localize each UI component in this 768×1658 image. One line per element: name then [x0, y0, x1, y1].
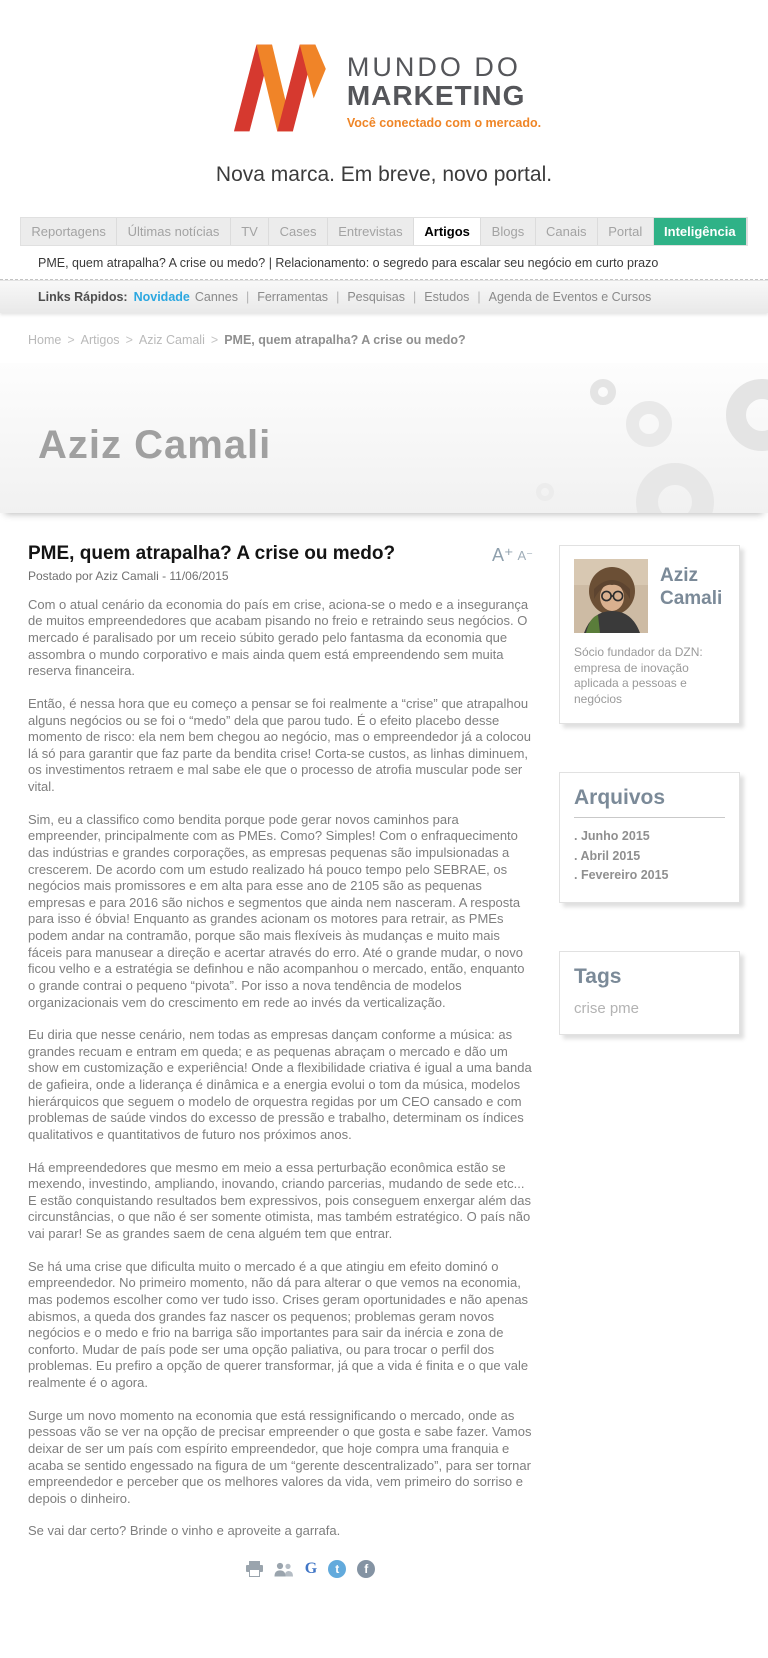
- breadcrumb-link[interactable]: Aziz Camali: [138, 333, 205, 347]
- decor-ring-icon: [590, 379, 616, 405]
- logo-mark-icon: [227, 42, 331, 134]
- breadcrumb-list: [28, 333, 224, 347]
- decor-ring-icon: [536, 483, 554, 501]
- page-bottom-spacer: [0, 1578, 768, 1658]
- nav-item[interactable]: Inteligência: [654, 218, 747, 245]
- article-title: PME, quem atrapalha? A crise ou medo?: [28, 543, 396, 564]
- nav-item[interactable]: Cases: [269, 218, 328, 245]
- print-icon[interactable]: [246, 1561, 263, 1577]
- announcement-text: Nova marca. Em breve, novo portal.: [215, 163, 553, 186]
- archive-link[interactable]: . Junho 2015: [574, 827, 725, 846]
- nav-item[interactable]: Reportagens: [21, 218, 117, 245]
- article-paragraph: Surge um novo momento na economia que está ressignificando o mercado, onde as pessoas vão se ver na opção de precisar empreender o que gosta e sabe fazer. Vamos deixar de ser um país com espírito empreendedor, que hoje compra uma franquia e acaba se sentido engessado na figura de um “gerente descentralizado”, para ser tornar empreendedor e perceber que os melhores valores da vida, vem primeiro do sorriso e depois o dinheiro.: [28, 1407, 532, 1506]
- facebook-icon[interactable]: f: [357, 1560, 375, 1578]
- author-bio: Sócio fundador da DZN: empresa de inovação aplicada a pessoas e negócios: [574, 645, 703, 706]
- nav-item[interactable]: Portal: [598, 218, 654, 245]
- article: [28, 543, 533, 1578]
- article-paragraph: Eu diria que nesse cenário, nem todas as empresas dançam conforme a música: as grandes recuam e entram em queda; e as pequenas abraçam o mercado e dão um show em customização e experiência! Onde a flexibilidade criativa é igual a uma banda de gafieira, onde a liderança é dinâmica e a energia evolui o tom da música, modelos hierárquicos que seguem o modelo de orquestra regidas por um CEO cansado e com problemas de saúde vindos do excesso de pressão e trabalho, determinam os índices qualitativos e quantitativos de futuro nos próximos anos.: [28, 1027, 532, 1142]
- nav-item[interactable]: Blogs: [481, 218, 535, 245]
- main-nav: [20, 217, 748, 246]
- banner-title: Aziz Camali: [38, 423, 272, 467]
- nav-item[interactable]: TV: [231, 218, 269, 245]
- ticker-text: PME, quem atrapalha? A crise ou medo? | Relacionamento: o segredo para escalar seu negócio em curto prazo: [38, 256, 659, 270]
- twitter-icon[interactable]: t: [328, 1560, 346, 1578]
- archives-title: Arquivos: [574, 786, 725, 818]
- article-body: [28, 597, 533, 1540]
- tag-link[interactable]: crise pme: [574, 999, 640, 1017]
- author-card: [559, 545, 740, 724]
- font-decrease-button[interactable]: A⁻: [517, 548, 533, 563]
- breadcrumb-link[interactable]: Artigos: [80, 333, 120, 347]
- breadcrumb: [28, 333, 768, 347]
- nav-item[interactable]: Últimas notícias: [117, 218, 231, 245]
- breadcrumb-current: PME, quem atrapalha? A crise ou medo?: [224, 333, 466, 347]
- nav-item[interactable]: Canais: [536, 218, 598, 245]
- tags-list: [574, 1000, 725, 1018]
- logo-line2: MARKETING: [346, 80, 526, 111]
- author-banner: [0, 363, 768, 513]
- quick-link[interactable]: Agenda de Eventos e Cursos: [488, 290, 652, 304]
- quick-link[interactable]: Cannes: [194, 290, 238, 304]
- article-paragraph: Sim, eu a classifico como bendita porque pode gerar novos caminhos para empreender, principalmente com as PMEs. Como? Simples! Com o enfraquecimento das indústrias e grandes corporações, as empresas pequenas são impulsionadas a crescerem. De acordo com um estudo realizado há pouco tempo pelo SEBRAE, os negócios mais promissores e em alta para esse ano de 2105 são as pequenas empresas e para 2016 são nichos e segmentos que ainda nem nasceram. A resposta para isso é óbvia! Enquanto as grandes acionam os motores para retrair, as PMEs podem andar na contramão, porque são mais flexíveis às mudanças e muito mais fáceis para manusear a direção e acertar através do erro. Até o grande mudar, o novo ficou velho e a estratégia se definhou e não acompanhou o mercado, então, enquanto o grande contrai o pequeno “pivota”. Por isso a nova tendência de modelos organizacionais vem do crescimento em rede ao invés da verticalização.: [28, 811, 525, 1010]
- quick-link[interactable]: Ferramentas: [257, 290, 329, 304]
- logo-line1: MUNDO DO: [346, 52, 521, 82]
- quick-links-list: [195, 290, 651, 304]
- site-header: [0, 0, 768, 187]
- article-paragraph: Se há uma crise que dificulta muito o mercado é a que atingiu em efeito dominó o empreendedor. No primeiro momento, não dá para alterar o que vemos na economia, mas podemos escolher como ver tudo isso. Crises geram oportunidades e não apenas abismos, a queda dos grandes faz nascer os pequenos; problemas geram novos negócios e o medo e frio na barriga são importantes para sair da inércia e zona de conforto. Mudar de país pode ser uma opção paliativa, ou para trocar o perfil dos problemas. Eu prefiro a opção de querer transformar, já que a vida é finita e o que vale realmente é o agora.: [28, 1258, 529, 1391]
- decor-ring-icon: [726, 379, 768, 451]
- share-row: [28, 1560, 533, 1578]
- article-byline: Postado por Aziz Camali - 11/06/2015: [28, 568, 229, 583]
- quick-link[interactable]: Estudos: [424, 290, 470, 304]
- archive-link[interactable]: . Fevereiro 2015: [574, 866, 725, 885]
- article-head: [28, 543, 533, 583]
- archives-list: [574, 827, 725, 885]
- archives-box: [559, 772, 740, 902]
- nav-item[interactable]: Entrevistas: [328, 218, 414, 245]
- article-paragraph: Há empreendedores que mesmo em meio a essa perturbação econômica estão se mexendo, investindo, ampliando, inovando, criando parcerias, mudando de sede etc... E estão conquistando resultados bem expressivos, pois conseguem enxergar além das circunstâncias, o que não é ser somente otimista, mas também estratégico. O país não vai parar! Se as grandes saem de cena alguém tem que entrar.: [28, 1159, 531, 1242]
- logo-text: [347, 42, 541, 130]
- decor-ring-icon: [636, 463, 714, 513]
- breadcrumb-link[interactable]: Home: [28, 333, 62, 347]
- site-logo[interactable]: [227, 42, 541, 134]
- news-ticker[interactable]: [0, 246, 768, 280]
- share-people-icon[interactable]: [274, 1562, 294, 1577]
- author-photo: [574, 559, 648, 633]
- decor-ring-icon: [626, 401, 672, 447]
- logo-tagline: Você conectado com o mercado.: [346, 116, 542, 131]
- nav-list: [21, 218, 747, 245]
- article-paragraph: Se vai dar certo? Brinde o vinho e aproveite a garrafa.: [28, 1523, 341, 1539]
- quick-link[interactable]: Pesquisas: [347, 290, 405, 304]
- article-paragraph: Com o atual cenário da economia do país em crise, aciona-se o medo e a insegurança de muitos empreendedores que acabam pisando no freio e retraindo seus negócios. O mercado é paralisado por um receio súbito gerado pelo fantasma da economia que assombra o mundo corporativo e mais ainda quem está empreendendo sem muita reserva financeira.: [28, 596, 529, 679]
- archive-link[interactable]: . Abril 2015: [574, 847, 725, 866]
- nav-item[interactable]: Artigos: [414, 218, 481, 245]
- google-plus-icon[interactable]: G: [304, 1560, 318, 1578]
- quick-link-novidade[interactable]: Novidade: [133, 290, 190, 304]
- sidebar: [559, 543, 740, 1578]
- quick-links-label: Links Rápidos:: [38, 290, 128, 304]
- author-name: Aziz Camali: [660, 565, 723, 609]
- tags-box: [559, 951, 740, 1035]
- content: [0, 543, 768, 1578]
- font-increase-button[interactable]: A⁺: [491, 545, 514, 565]
- quick-links-bar: [0, 280, 768, 313]
- article-paragraph: Então, é nessa hora que eu começo a pensar se foi realmente a “crise” que atrapalhou alguns negócios ou se foi o “medo” dela que parou tudo. É o efeito placebo desse momento de risco: ela nem bem chegou ao negócio, mas o empreendedor já a colocou lá só para garantir que faz parte da bendita crise! Corta-se custos, as linhas diminuem, os investimentos retraem e mal sabe ele que o processo de atrofia muscular pode ser vital.: [28, 695, 531, 795]
- font-size-controls: [492, 543, 533, 566]
- tags-title: Tags: [574, 964, 622, 988]
